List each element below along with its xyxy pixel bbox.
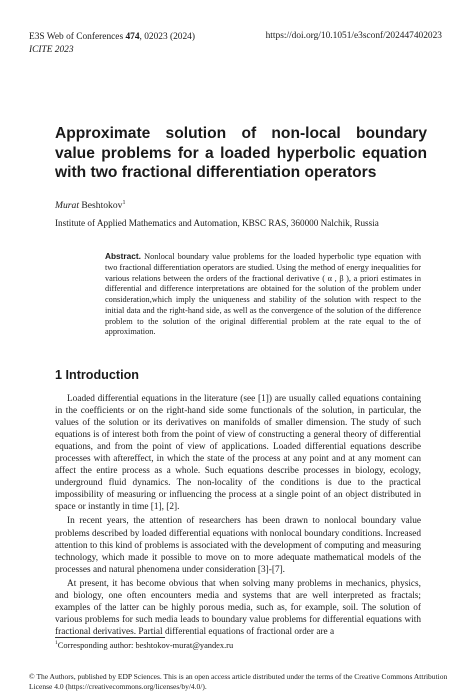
introduction-body bbox=[55, 393, 421, 640]
body-paragraph: In recent years, the attention of researchers has been drawn to nonlocal boundary value problems described by loaded differential equations with nonlocal boundary conditions. Increased attention to this kind of problems is associated with the development of computing and measuring technology, which made it possible to move on to more adequate mathematical models of the processes and natural phenomena under consideration [3]-[7]. bbox=[55, 516, 421, 575]
conference-name: ICITE 2023 bbox=[29, 45, 74, 55]
journal-header bbox=[29, 31, 195, 57]
footnote-divider bbox=[55, 637, 165, 638]
author-footnote-mark: 1 bbox=[122, 200, 126, 206]
journal-citation bbox=[29, 31, 195, 44]
body-paragraph: At present, it has become obvious that when solving many problems in mechanics, physics, and biology, one often encounters media and systems that are well interpreted as fractals; examples of the latter can be highly porous media, such as, for example, soil. The solution of various problems for such media leads to boundary value problems for differential equations with fractional derivatives. Partial differential equations of fractional order are a bbox=[55, 578, 421, 637]
article-info: , 02023 (2024) bbox=[139, 32, 195, 42]
doi-link[interactable]: https://doi.org/10.1051/e3sconf/202447402023 bbox=[265, 31, 442, 41]
abstract-text: Nonlocal boundary value problems for the loaded hyperbolic type equation with two fractional differentiation operators are studied. Using the method of energy inequalities for various relations between the orders of the fractional derivative ( α , β ), a priori estimates in differential and difference interpretations are obtained for the solution of the problem under consideration,which imply the uniqueness and stability of the solution with respect to the initial data and the right-hand side, as well as the convergence of the solution of the difference problem to the solution of the original differential problem at the rate equal to the of approximation. bbox=[105, 252, 421, 337]
author-last-name: Beshtokov bbox=[81, 200, 123, 212]
affiliation: Institute of Applied Mathematics and Automation, KBSC RAS, 360000 Nalchik, Russia bbox=[55, 218, 379, 228]
journal-name: E3S Web of Conferences bbox=[29, 32, 126, 42]
footnote-text: Corresponding author: beshtokov-murat@yandex.ru bbox=[57, 640, 234, 650]
author-first-name: Murat bbox=[55, 200, 79, 212]
abstract-label: Abstract. bbox=[105, 251, 141, 261]
body-paragraph: Loaded differential equations in the literature (see [1]) are usually called equations containing in the coefficients or on the right-hand side some functionals of the solution, in particular, the values of the solution or its derivatives on manifolds of smaller dimension. The study of such equations is of interest both from the point of view of constructing a general theory of differential equations, and from the point of view of applications. Loaded differential equations describe processes with aftereffect, in which the state of the process at any point and at any moment can affect the entire process as a whole. Such equations describe processes in biology, ecology, underground fluid dynamics. The non-locality of the conditions is due to the practical impossibility of measuring or influencing the process at a single point of an object distributed in space or instantly in time [1], [2]. bbox=[55, 394, 421, 513]
footnote-mark: 1 bbox=[55, 640, 58, 646]
author-line bbox=[55, 200, 125, 211]
section-heading-introduction: 1 Introduction bbox=[55, 368, 139, 382]
abstract bbox=[105, 251, 421, 338]
paper-title: Approximate solution of non-local boundary value problems for a loaded hyperbolic equation with two fractional differentiation operators bbox=[55, 125, 427, 181]
journal-volume: 474 bbox=[125, 32, 140, 42]
footnote bbox=[55, 640, 233, 650]
license-notice: © The Authors, published by EDP Sciences. This is an open access article distributed under the terms of the Creative Commons Attribution License 4.0 (https://creativecommons.org/licenses/by/4.0/). bbox=[29, 672, 448, 691]
